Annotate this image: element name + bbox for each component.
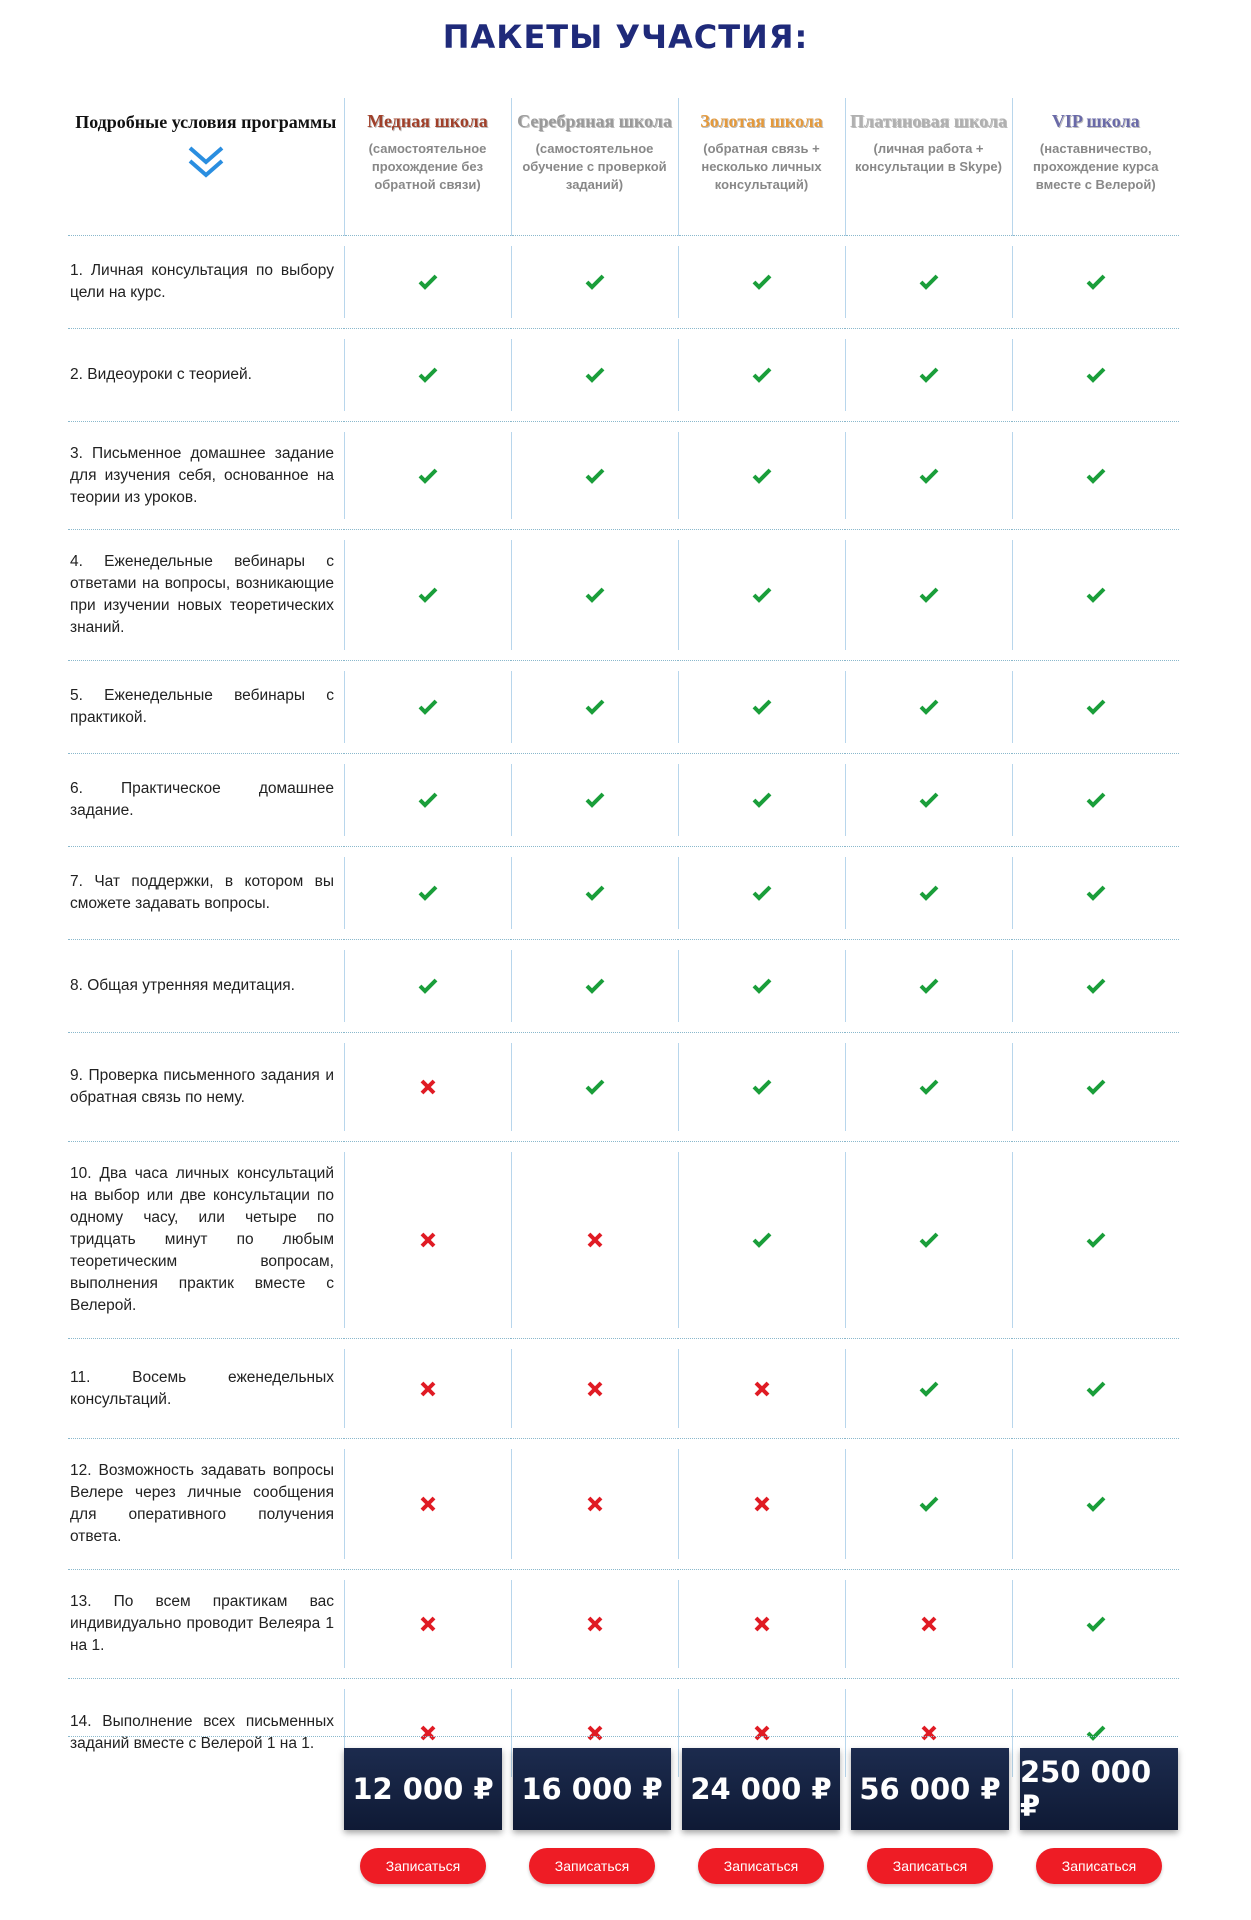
mark-cell-inner [344, 432, 511, 519]
mark-cell-inner [511, 671, 678, 743]
check-icon [585, 792, 605, 808]
check-icon [418, 978, 438, 994]
table-row [68, 940, 1179, 1033]
feature-text: 8. Общая утренняя медитация. [70, 977, 295, 994]
table-row [68, 1570, 1179, 1679]
mark-cell [511, 236, 678, 329]
mark-cell-inner [1012, 1449, 1179, 1559]
mark-cell [678, 530, 845, 661]
mark-cell-inner [1012, 339, 1179, 411]
check-icon [1086, 367, 1106, 383]
mark-cell-inner [845, 1043, 1012, 1131]
check-icon [752, 367, 772, 383]
mark-cell [678, 422, 845, 530]
check-icon [752, 587, 772, 603]
signup-button[interactable]: Записаться [698, 1848, 824, 1884]
check-icon [418, 274, 438, 290]
mark-cell [511, 329, 678, 422]
mark-cell-inner [511, 1152, 678, 1328]
check-icon [919, 274, 939, 290]
price-box: 16 000 ₽ [513, 1748, 671, 1830]
mark-cell [845, 236, 1012, 329]
mark-cell-inner [845, 540, 1012, 650]
price-column [344, 1748, 502, 1884]
mark-cell [344, 530, 511, 661]
package-name: Золотая школа [700, 111, 823, 131]
mark-cell [511, 940, 678, 1033]
mark-cell-inner [344, 857, 511, 929]
mark-cell-inner [344, 764, 511, 836]
mark-cell-inner [344, 1043, 511, 1131]
price-column [1020, 1748, 1178, 1884]
feature-text: 6. Практическое домашнее задание. [70, 780, 334, 819]
check-icon [1086, 978, 1106, 994]
mark-cell [511, 1439, 678, 1570]
mark-cell [1012, 940, 1179, 1033]
package-description: (обратная связь + несколько личных консультаций) [701, 141, 822, 192]
mark-cell-inner [678, 764, 845, 836]
mark-cell [678, 940, 845, 1033]
signup-button[interactable]: Записаться [529, 1848, 655, 1884]
check-icon [1086, 885, 1106, 901]
check-icon [1086, 1725, 1106, 1741]
mark-cell [845, 1570, 1012, 1679]
price-column [682, 1748, 840, 1884]
check-icon [585, 1079, 605, 1095]
cross-icon [921, 1725, 937, 1741]
cross-icon [420, 1616, 436, 1632]
feature-text: 9. Проверка письменного задания и обратная связь по нему. [70, 1067, 334, 1106]
mark-cell-inner [845, 671, 1012, 743]
mark-cell-inner [678, 1043, 845, 1131]
mark-cell-inner [1012, 246, 1179, 318]
table-bottom-divider [68, 1736, 1178, 1737]
check-icon [752, 1079, 772, 1095]
feature-cell [68, 530, 344, 661]
package-header-gold [678, 98, 845, 236]
check-icon [919, 1232, 939, 1248]
feature-cell [68, 1570, 344, 1679]
check-icon [919, 885, 939, 901]
feature-header-cell [68, 98, 344, 236]
page-title: ПАКЕТЫ УЧАСТИЯ: [442, 18, 809, 56]
mark-cell-inner [511, 764, 678, 836]
mark-cell [511, 847, 678, 940]
package-header-copper [344, 98, 511, 236]
mark-cell-inner [845, 1580, 1012, 1668]
double-chevron-down-icon [187, 145, 225, 184]
check-icon [752, 274, 772, 290]
mark-cell-inner [845, 339, 1012, 411]
table-row [68, 422, 1179, 530]
feature-cell [68, 1439, 344, 1570]
mark-cell [845, 1339, 1012, 1439]
mark-cell [845, 940, 1012, 1033]
price-column [513, 1748, 671, 1884]
feature-text: 7. Чат поддержки, в котором вы сможете задавать вопросы. [70, 873, 334, 912]
package-name: Медная школа [367, 111, 488, 131]
mark-cell [1012, 1142, 1179, 1339]
feature-text: 5. Еженедельные вебинары с практикой. [70, 687, 334, 726]
table-row [68, 530, 1179, 661]
mark-cell-inner [1012, 1349, 1179, 1428]
feature-cell [68, 1339, 344, 1439]
mark-cell-inner [344, 1580, 511, 1668]
package-header-platinum [845, 98, 1012, 236]
mark-cell [511, 1339, 678, 1439]
check-icon [919, 587, 939, 603]
package-header-silver [511, 98, 678, 236]
feature-cell [68, 236, 344, 329]
table-row [68, 236, 1179, 329]
package-description: (личная работа + консультации в Skype) [855, 141, 1002, 174]
cross-icon [754, 1725, 770, 1741]
mark-cell [344, 422, 511, 530]
feature-header: Подробные условия программы [75, 112, 337, 132]
check-icon [418, 792, 438, 808]
mark-cell-inner [511, 1349, 678, 1428]
mark-cell [678, 1439, 845, 1570]
price-row [344, 1748, 1178, 1884]
feature-text: 12. Возможность задавать вопросы Велере через личные сообщения для оперативного получения ответа. [70, 1462, 334, 1545]
mark-cell [344, 1439, 511, 1570]
cross-icon [587, 1496, 603, 1512]
mark-cell-inner [344, 540, 511, 650]
mark-cell-inner [845, 857, 1012, 929]
check-icon [585, 978, 605, 994]
cross-icon [587, 1381, 603, 1397]
price-box: 12 000 ₽ [344, 1748, 502, 1830]
check-icon [585, 885, 605, 901]
feature-text: 14. Выполнение всех письменных заданий вместе с Велерой 1 на 1. [70, 1713, 334, 1752]
mark-cell [1012, 1570, 1179, 1679]
price-column [851, 1748, 1009, 1884]
feature-cell [68, 422, 344, 530]
mark-cell [845, 1142, 1012, 1339]
mark-cell-inner [678, 246, 845, 318]
mark-cell-inner [511, 246, 678, 318]
mark-cell-inner [511, 1580, 678, 1668]
mark-cell [511, 530, 678, 661]
price-box: 250 000 ₽ [1020, 1748, 1178, 1830]
mark-cell-inner [511, 339, 678, 411]
mark-cell-inner [678, 432, 845, 519]
package-description: (наставничество, прохождение курса вместе с Велерой) [1032, 141, 1159, 192]
cross-icon [420, 1496, 436, 1512]
check-icon [1086, 274, 1106, 290]
feature-text: 1. Личная консультация по выбору цели на курс. [70, 262, 334, 301]
cross-icon [420, 1232, 436, 1248]
mark-cell [1012, 1439, 1179, 1570]
mark-cell [511, 1033, 678, 1142]
mark-cell [1012, 1339, 1179, 1439]
cross-icon [420, 1725, 436, 1741]
mark-cell-inner [511, 540, 678, 650]
feature-cell [68, 1679, 344, 1788]
mark-cell [678, 329, 845, 422]
check-icon [752, 792, 772, 808]
mark-cell-inner [845, 950, 1012, 1022]
feature-text: 4. Еженедельные вебинары с ответами на вопросы, возникающие при изучении новых теоретических знаний. [70, 553, 334, 636]
cross-icon [754, 1381, 770, 1397]
cross-icon [754, 1616, 770, 1632]
mark-cell [1012, 530, 1179, 661]
check-icon [1086, 699, 1106, 715]
price-box: 56 000 ₽ [851, 1748, 1009, 1830]
mark-cell-inner [511, 1449, 678, 1559]
mark-cell-inner [511, 1043, 678, 1131]
check-icon [919, 1079, 939, 1095]
mark-cell-inner [845, 1449, 1012, 1559]
mark-cell-inner [511, 857, 678, 929]
mark-cell-inner [344, 1449, 511, 1559]
table-row [68, 329, 1179, 422]
check-icon [752, 468, 772, 484]
feature-text: 11. Восемь еженедельных консультаций. [70, 1368, 334, 1408]
check-icon [752, 699, 772, 715]
mark-cell [1012, 422, 1179, 530]
cross-icon [420, 1079, 436, 1095]
package-header-vip [1012, 98, 1179, 236]
check-icon [919, 367, 939, 383]
mark-cell [344, 754, 511, 847]
mark-cell [845, 754, 1012, 847]
mark-cell-inner [678, 1580, 845, 1668]
mark-cell-inner [511, 950, 678, 1022]
check-icon [1086, 1616, 1106, 1632]
check-icon [418, 587, 438, 603]
mark-cell [845, 329, 1012, 422]
mark-cell [511, 1570, 678, 1679]
mark-cell [344, 847, 511, 940]
mark-cell [1012, 754, 1179, 847]
mark-cell-inner [1012, 1580, 1179, 1668]
mark-cell-inner [1012, 540, 1179, 650]
signup-button[interactable]: Записаться [867, 1848, 993, 1884]
mark-cell-inner [678, 950, 845, 1022]
check-icon [752, 1232, 772, 1248]
mark-cell [678, 1142, 845, 1339]
mark-cell [845, 1033, 1012, 1142]
mark-cell [678, 754, 845, 847]
cross-icon [587, 1616, 603, 1632]
mark-cell-inner [1012, 950, 1179, 1022]
check-icon [1086, 1496, 1106, 1512]
mark-cell [344, 1033, 511, 1142]
mark-cell-inner [344, 1152, 511, 1328]
feature-text: 2. Видеоуроки с теорией. [70, 366, 252, 383]
mark-cell-inner [678, 857, 845, 929]
check-icon [919, 1381, 939, 1397]
mark-cell-inner [678, 1449, 845, 1559]
table-row [68, 847, 1179, 940]
feature-cell [68, 847, 344, 940]
mark-cell [678, 1570, 845, 1679]
feature-cell [68, 1142, 344, 1339]
check-icon [585, 367, 605, 383]
table-row [68, 754, 1179, 847]
mark-cell [845, 847, 1012, 940]
package-name: Серебряная школа [517, 111, 672, 131]
feature-cell [68, 329, 344, 422]
table-row [68, 1439, 1179, 1570]
feature-cell [68, 661, 344, 754]
cross-icon [921, 1616, 937, 1632]
mark-cell-inner [845, 1152, 1012, 1328]
feature-cell [68, 940, 344, 1033]
mark-cell [1012, 847, 1179, 940]
mark-cell-inner [344, 671, 511, 743]
mark-cell-inner [845, 246, 1012, 318]
mark-cell-inner [678, 1152, 845, 1328]
check-icon [752, 885, 772, 901]
price-box: 24 000 ₽ [682, 1748, 840, 1830]
mark-cell-inner [678, 339, 845, 411]
mark-cell-inner [845, 764, 1012, 836]
check-icon [418, 468, 438, 484]
check-icon [1086, 1381, 1106, 1397]
header-row [68, 98, 1179, 236]
cross-icon [754, 1496, 770, 1512]
feature-text: 13. По всем практикам вас индивидуально проводит Велеяра 1 на 1. [70, 1593, 334, 1654]
check-icon [585, 699, 605, 715]
mark-cell [344, 940, 511, 1033]
mark-cell-inner [678, 671, 845, 743]
mark-cell [344, 1570, 511, 1679]
mark-cell [344, 1142, 511, 1339]
cross-icon [587, 1725, 603, 1741]
mark-cell [678, 661, 845, 754]
check-icon [919, 978, 939, 994]
check-icon [1086, 1232, 1106, 1248]
table-row [68, 661, 1179, 754]
mark-cell [511, 661, 678, 754]
cross-icon [420, 1381, 436, 1397]
check-icon [418, 885, 438, 901]
signup-button[interactable]: Записаться [360, 1848, 486, 1884]
signup-button[interactable]: Записаться [1036, 1848, 1162, 1884]
package-name: Платиновая школа [850, 111, 1007, 131]
mark-cell-inner [1012, 1043, 1179, 1131]
mark-cell [845, 530, 1012, 661]
package-name: VIP школа [1051, 111, 1140, 131]
mark-cell-inner [678, 540, 845, 650]
mark-cell [1012, 1033, 1179, 1142]
mark-cell [845, 422, 1012, 530]
feature-cell [68, 1033, 344, 1142]
mark-cell-inner [678, 1349, 845, 1428]
check-icon [752, 978, 772, 994]
check-icon [1086, 792, 1106, 808]
mark-cell [511, 1142, 678, 1339]
mark-cell [678, 236, 845, 329]
check-icon [919, 699, 939, 715]
check-icon [1086, 468, 1106, 484]
check-icon [585, 274, 605, 290]
mark-cell-inner [1012, 764, 1179, 836]
mark-cell [344, 661, 511, 754]
table-row [68, 1339, 1179, 1439]
check-icon [585, 587, 605, 603]
check-icon [919, 468, 939, 484]
mark-cell-inner [1012, 671, 1179, 743]
check-icon [418, 699, 438, 715]
check-icon [418, 367, 438, 383]
cross-icon [587, 1232, 603, 1248]
mark-cell [344, 1339, 511, 1439]
mark-cell [1012, 236, 1179, 329]
mark-cell-inner [1012, 432, 1179, 519]
table-row [68, 1033, 1179, 1142]
mark-cell [1012, 661, 1179, 754]
mark-cell [1012, 329, 1179, 422]
mark-cell-inner [845, 432, 1012, 519]
mark-cell [511, 754, 678, 847]
feature-cell [68, 754, 344, 847]
mark-cell-inner [1012, 1152, 1179, 1328]
mark-cell-inner [845, 1349, 1012, 1428]
check-icon [1086, 1079, 1106, 1095]
feature-text: 10. Два часа личных консультаций на выбор или две консультации по одному часу, или четыре по тридцать минут по любым теоретическим вопросам, выполнения практик вместе с Велерой. [70, 1165, 334, 1314]
package-description: (самостоятельное обучение с проверкой заданий) [522, 141, 667, 192]
mark-cell [511, 422, 678, 530]
mark-cell [678, 1339, 845, 1439]
mark-cell-inner [511, 432, 678, 519]
mark-cell-inner [344, 950, 511, 1022]
mark-cell [845, 1439, 1012, 1570]
table-row [68, 1142, 1179, 1339]
mark-cell-inner [344, 339, 511, 411]
mark-cell-inner [344, 246, 511, 318]
mark-cell [678, 1033, 845, 1142]
mark-cell [845, 661, 1012, 754]
mark-cell-inner [1012, 857, 1179, 929]
feature-text: 3. Письменное домашнее задание для изучения себя, основанное на теории из уроков. [70, 444, 334, 506]
package-description: (самостоятельное прохождение без обратной связи) [368, 141, 487, 192]
mark-cell [344, 236, 511, 329]
mark-cell [678, 847, 845, 940]
check-icon [919, 792, 939, 808]
comparison-table [68, 98, 1179, 1787]
mark-cell [344, 329, 511, 422]
check-icon [585, 468, 605, 484]
check-icon [1086, 587, 1106, 603]
mark-cell-inner [344, 1349, 511, 1428]
check-icon [919, 1496, 939, 1512]
